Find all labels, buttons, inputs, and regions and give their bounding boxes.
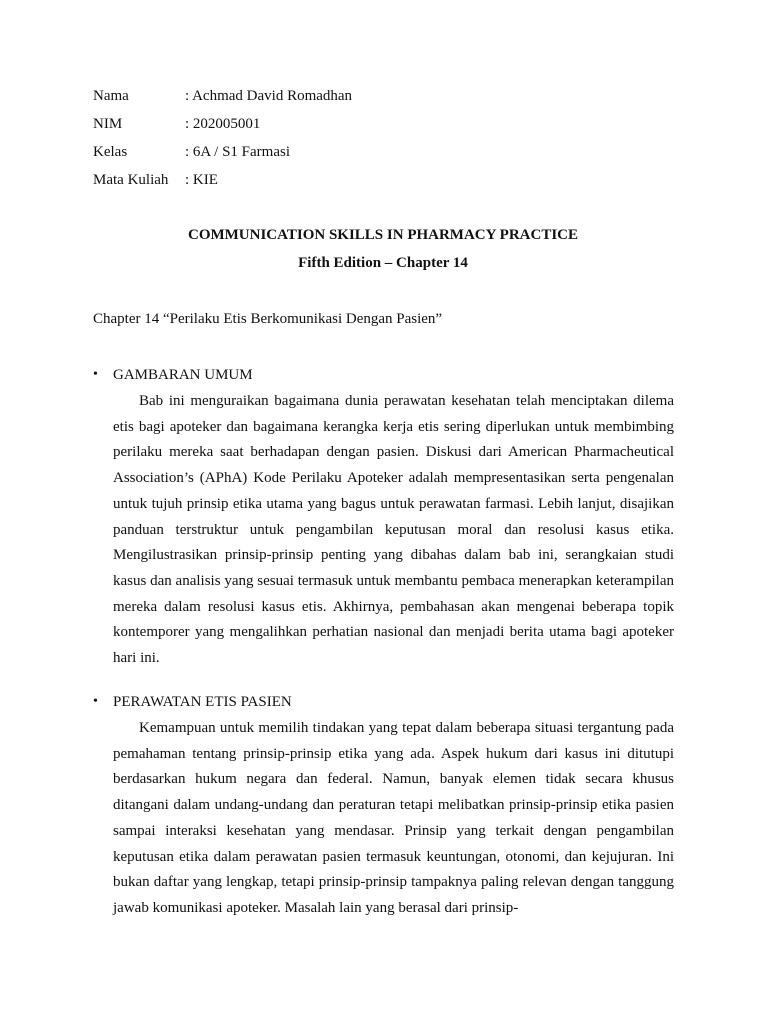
document-title: COMMUNICATION SKILLS IN PHARMACY PRACTICE <box>187 227 578 243</box>
info-label: Kelas <box>93 144 128 160</box>
section-paragraph: Bab ini menguraikan bagaimana dunia perawatan kesehatan telah menciptakan dilema etis bagi apoteker dan bagaimana kerangka kerja etis sering diperlukan untuk membimbing perilaku mereka saat berhadapan dengan pasien. Diskusi dari American Pharmacheutical Association’s (APhA) Kode Perilaku Apoteker adalah mempresentasikan serta pengenalan untuk tujuh prinsip etika utama yang bagus untuk perawatan farmasi. Lebih lanjut, disajikan panduan terstruktur untuk pengambilan keputusan moral dan resolusi kasus etika. Mengilustrasikan prinsip-prinsip penting yang dibahas dalam bab ini, serangkaian studi kasus dan analisis yang sesuai termasuk untuk membantu pembaca menerapkan keterampilan mereka dalam resolusi kasus etis. Akhirnya, pembahasan akan mengenai beberapa topik kontemporer yang mengalihkan perhatian nasional dan menjadi berita utama bagi apoteker hari ini. <box>113 393 674 667</box>
student-info-table <box>93 86 352 198</box>
info-value: : 202005001 <box>185 116 261 132</box>
info-row-nim <box>93 114 352 142</box>
bullet-icon: • <box>93 694 98 709</box>
bullet-icon: • <box>93 367 98 382</box>
section-heading-text: PERAWATAN ETIS PASIEN <box>113 694 292 710</box>
info-value: : KIE <box>185 172 218 188</box>
info-value: : Achmad David Romadhan <box>185 88 353 104</box>
info-row-kelas <box>93 142 352 170</box>
info-row-mata-kuliah <box>93 170 352 198</box>
info-label: Nama <box>93 88 129 104</box>
section-perawatan-etis-pasien <box>93 692 674 922</box>
section-paragraph: Kemampuan untuk memilih tindakan yang tepat dalam beberapa situasi tergantung pada pemahaman tentang prinsip-prinsip etika yang ada. Aspek hukum dari kasus ini ditutupi berdasarkan hukum negara dan federal. Namun, banyak elemen tidak secara khusus ditangani dalam undang-undang dan peraturan tetapi melibatkan prinsip-prinsip etika pasien sampai interaksi kesehatan yang mendasar. Prinsip yang terkait dengan pengambilan keputusan etika dalam perawatan pasien termasuk keuntungan, otonomi, dan kejujuran. Ini bukan daftar yang lengkap, tetapi prinsip-prinsip tampaknya paling relevan dengan tanggung jawab komunikasi apoteker. Masalah lain yang berasal dari prinsip- <box>113 720 674 916</box>
section-heading <box>93 365 674 385</box>
info-row-nama <box>93 86 352 114</box>
chapter-heading: Chapter 14 “Perilaku Etis Berkomunikasi Dengan Pasien” <box>93 311 443 327</box>
section-heading-text: GAMBARAN UMUM <box>113 367 253 383</box>
info-label: NIM <box>93 116 123 132</box>
info-value: : 6A / S1 Farmasi <box>185 144 291 160</box>
info-label: Mata Kuliah <box>93 172 169 188</box>
section-gambaran-umum <box>93 365 674 672</box>
document-subtitle: Fifth Edition – Chapter 14 <box>298 255 468 271</box>
section-heading <box>93 692 674 712</box>
